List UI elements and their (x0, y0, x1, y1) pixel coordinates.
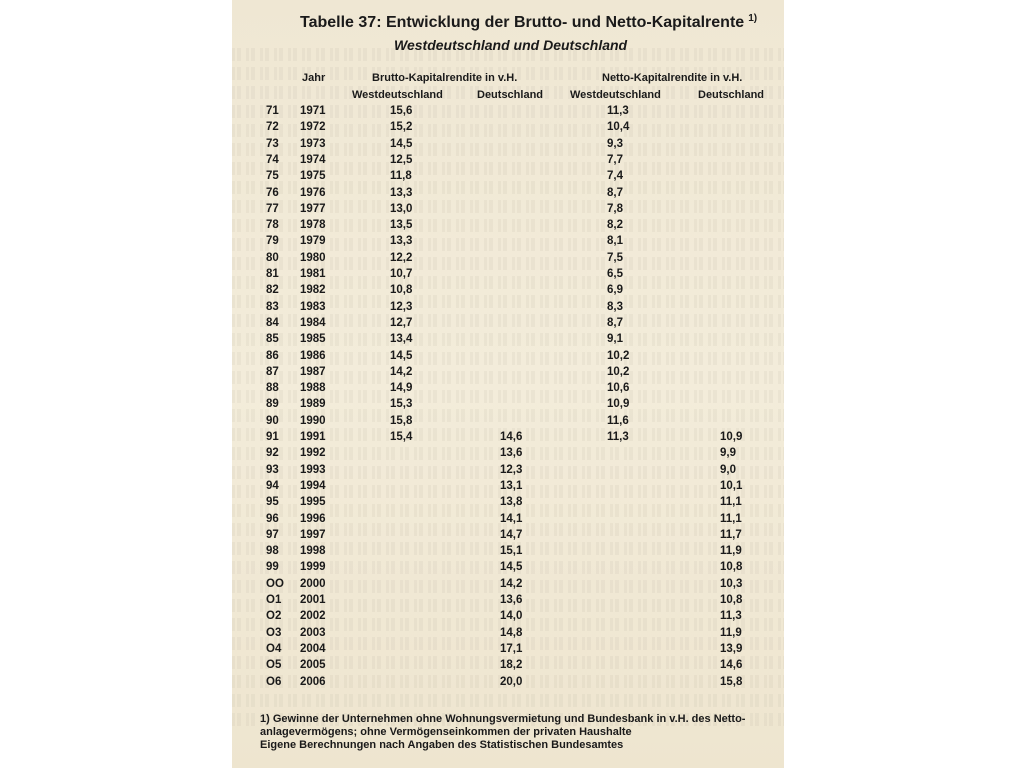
row-year: 1987 (300, 365, 326, 378)
table-row (232, 152, 784, 168)
brutto-west-value: 12,5 (390, 153, 413, 166)
brutto-de-value: 12,3 (500, 463, 523, 476)
row-index: 83 (266, 300, 279, 313)
brutto-west-value: 10,7 (390, 268, 413, 280)
brutto-west-value: 13,3 (390, 235, 413, 248)
netto-west-value: 10,6 (607, 382, 630, 395)
netto-de-value: 11,9 (720, 626, 742, 639)
netto-west-value: 6,9 (607, 284, 623, 297)
brutto-de-value: 14,6 (500, 431, 523, 443)
table-row (232, 201, 784, 217)
table-row (232, 559, 784, 575)
table-row (232, 364, 784, 380)
row-index: O5 (266, 659, 282, 672)
row-index: 90 (266, 414, 279, 427)
row-year: 1974 (300, 153, 326, 166)
row-index: 96 (266, 512, 279, 525)
row-year: 2004 (300, 642, 326, 655)
brutto-west-value: 15,3 (390, 398, 413, 411)
netto-de-value: 10,9 (720, 431, 743, 443)
header-netto-west: Westdeutschland (570, 89, 661, 101)
netto-de-value: 11,3 (720, 610, 742, 623)
table-row (232, 674, 784, 690)
row-year: 1983 (300, 300, 326, 313)
brutto-west-value: 15,4 (390, 431, 413, 443)
row-index: 73 (266, 137, 279, 150)
row-year: 1999 (300, 561, 326, 574)
row-index: 76 (266, 186, 279, 199)
brutto-west-value: 15,8 (390, 414, 413, 427)
row-index: 85 (266, 333, 279, 346)
table-row (232, 527, 784, 543)
netto-west-value: 8,7 (607, 316, 623, 329)
row-year: 1972 (300, 121, 326, 134)
netto-west-value: 11,6 (607, 414, 629, 427)
row-year: 1981 (300, 268, 326, 280)
brutto-west-value: 10,8 (390, 284, 413, 297)
footnote-line: 1) Gewinne der Unternehmen ohne Wohnungsvermietung und Bundesbank in v.H. des Netto- (260, 713, 746, 725)
table-subtitle: Westdeutschland und Deutschland (394, 37, 628, 53)
table-title-text: Tabelle 37: Entwicklung der Brutto- und Netto-Kapitalrente (300, 14, 745, 31)
netto-west-value: 11,3 (607, 105, 629, 117)
brutto-de-value: 14,8 (500, 626, 523, 639)
row-index: 78 (266, 219, 279, 232)
row-year: 2001 (300, 594, 326, 606)
brutto-west-value: 14,9 (390, 382, 413, 395)
netto-de-value: 10,8 (720, 594, 743, 606)
netto-de-value: 13,9 (720, 642, 743, 655)
netto-west-value: 10,9 (607, 398, 630, 411)
row-index: 80 (266, 251, 279, 264)
row-year: 1982 (300, 284, 326, 297)
table-row (232, 462, 784, 478)
brutto-de-value: 17,1 (500, 642, 523, 655)
row-index: 79 (266, 235, 279, 248)
row-index: 91 (266, 431, 279, 443)
row-year: 1996 (300, 512, 326, 525)
table-row (232, 168, 784, 184)
table-row (232, 608, 784, 624)
netto-de-value: 11,7 (720, 528, 742, 541)
row-index: 93 (266, 463, 279, 476)
row-year: 1976 (300, 186, 326, 199)
header-jahr: Jahr (302, 72, 326, 84)
table-row (232, 217, 784, 233)
brutto-west-value: 13,3 (390, 186, 413, 199)
row-index: 77 (266, 202, 279, 215)
table-row (232, 266, 784, 282)
table-row (232, 625, 784, 641)
netto-de-value: 11,1 (720, 496, 742, 509)
table-row (232, 592, 784, 608)
row-year: 2000 (300, 577, 326, 590)
row-index: 84 (266, 316, 279, 329)
title-footnote-marker: 1) (748, 13, 758, 24)
table-row (232, 429, 784, 445)
table-row (232, 657, 784, 673)
row-year: 1985 (300, 333, 326, 346)
brutto-west-value: 14,5 (390, 137, 413, 150)
table-row (232, 380, 784, 396)
row-year: 1984 (300, 316, 326, 329)
netto-de-value: 10,3 (720, 577, 743, 590)
brutto-de-value: 13,8 (500, 496, 523, 509)
row-year: 1978 (300, 219, 326, 232)
brutto-de-value: 20,0 (500, 675, 523, 688)
row-year: 1991 (300, 431, 326, 443)
netto-de-value: 10,8 (720, 561, 743, 574)
netto-de-value: 9,9 (720, 447, 736, 460)
brutto-de-value: 14,7 (500, 528, 523, 541)
netto-west-value: 8,2 (607, 219, 623, 232)
row-index: O1 (266, 594, 282, 606)
row-index: 71 (266, 105, 279, 117)
row-year: 1988 (300, 382, 326, 395)
row-year: 1980 (300, 251, 326, 264)
table-row (232, 478, 784, 494)
brutto-west-value: 15,6 (390, 105, 413, 117)
row-year: 1994 (300, 479, 326, 492)
row-year: 2002 (300, 610, 326, 623)
row-year: 1979 (300, 235, 326, 248)
row-index: O3 (266, 626, 282, 639)
brutto-west-value: 12,3 (390, 300, 413, 313)
brutto-west-value: 14,2 (390, 365, 413, 378)
brutto-west-value: 15,2 (390, 121, 413, 134)
netto-west-value: 10,2 (607, 349, 630, 362)
row-year: 1993 (300, 463, 326, 476)
row-year: 2003 (300, 626, 326, 639)
netto-west-value: 10,4 (607, 121, 630, 134)
netto-west-value: 10,2 (607, 365, 630, 378)
netto-west-value: 8,7 (607, 186, 623, 199)
row-index: 99 (266, 561, 279, 574)
netto-west-value: 11,3 (607, 431, 629, 443)
row-index: 89 (266, 398, 279, 411)
table-row (232, 511, 784, 527)
netto-de-value: 10,1 (720, 479, 743, 492)
row-year: 1977 (300, 202, 326, 215)
table-row (232, 543, 784, 559)
netto-west-value: 9,1 (607, 333, 623, 346)
brutto-west-value: 12,7 (390, 316, 413, 329)
row-year: 1990 (300, 414, 326, 427)
netto-west-value: 7,7 (607, 153, 623, 166)
row-index: O6 (266, 675, 282, 688)
row-index: OO (266, 577, 284, 590)
row-year: 1973 (300, 137, 326, 150)
footnote-line: anlagevermögens; ohne Vermögenseinkommen der privaten Haushalte (260, 726, 632, 738)
table-row (232, 282, 784, 298)
row-year: 2006 (300, 675, 326, 688)
table-row (232, 445, 784, 461)
table-row (232, 119, 784, 135)
netto-west-value: 6,5 (607, 268, 623, 280)
header-brutto: Brutto-Kapitalrendite in v.H. (372, 72, 518, 84)
table-row (232, 413, 784, 429)
row-index: 72 (266, 121, 279, 134)
netto-west-value: 7,4 (607, 170, 623, 183)
row-year: 1975 (300, 170, 326, 183)
netto-west-value: 7,8 (607, 202, 623, 215)
netto-de-value: 9,0 (720, 463, 736, 476)
table-row (232, 348, 784, 364)
brutto-de-value: 14,5 (500, 561, 523, 574)
table-row (232, 396, 784, 412)
table-row (232, 103, 784, 119)
row-year: 1986 (300, 349, 326, 362)
netto-west-value: 7,5 (607, 251, 623, 264)
footnote (260, 713, 780, 752)
row-index: 82 (266, 284, 279, 297)
brutto-de-value: 15,1 (500, 545, 523, 558)
netto-west-value: 9,3 (607, 137, 623, 150)
row-index: 97 (266, 528, 279, 541)
netto-west-value: 8,3 (607, 300, 623, 313)
table-row (232, 315, 784, 331)
header-netto-de: Deutschland (698, 89, 765, 101)
row-index: 81 (266, 268, 279, 280)
brutto-de-value: 13,1 (500, 479, 523, 492)
brutto-de-value: 14,2 (500, 577, 523, 590)
brutto-de-value: 18,2 (500, 659, 523, 672)
row-index: 75 (266, 170, 279, 183)
table-row (232, 331, 784, 347)
bleed-through-line (232, 694, 784, 707)
brutto-de-value: 14,1 (500, 512, 523, 525)
brutto-west-value: 13,4 (390, 333, 413, 346)
brutto-de-value: 13,6 (500, 594, 523, 606)
row-year: 1989 (300, 398, 326, 411)
row-year: 1971 (300, 105, 326, 117)
header-brutto-de: Deutschland (477, 89, 544, 101)
row-index: 88 (266, 382, 279, 395)
footnote-line: Eigene Berechnungen nach Angaben des Statistischen Bundesamtes (260, 739, 624, 751)
table-row (232, 299, 784, 315)
scanned-page (232, 0, 784, 768)
row-year: 1998 (300, 545, 326, 558)
row-year: 1995 (300, 496, 326, 509)
row-year: 1992 (300, 447, 326, 460)
row-index: O2 (266, 610, 282, 623)
table-row (232, 185, 784, 201)
brutto-west-value: 13,0 (390, 202, 413, 215)
brutto-de-value: 13,6 (500, 447, 523, 460)
header-brutto-west: Westdeutschland (352, 89, 443, 101)
row-year: 1997 (300, 528, 326, 541)
table-row (232, 576, 784, 592)
table-row (232, 136, 784, 152)
row-index: 86 (266, 349, 279, 362)
netto-de-value: 14,6 (720, 659, 743, 672)
brutto-de-value: 14,0 (500, 610, 523, 623)
table-row (232, 233, 784, 249)
table-row (232, 494, 784, 510)
table-title (300, 13, 780, 32)
row-index: O4 (266, 642, 282, 655)
row-year: 2005 (300, 659, 326, 672)
row-index: 98 (266, 545, 279, 558)
row-index: 87 (266, 365, 279, 378)
table-row (232, 641, 784, 657)
header-netto: Netto-Kapitalrendite in v.H. (602, 72, 743, 84)
netto-de-value: 15,8 (720, 675, 743, 688)
netto-west-value: 8,1 (607, 235, 623, 248)
brutto-west-value: 14,5 (390, 349, 413, 362)
brutto-west-value: 13,5 (390, 219, 413, 232)
brutto-west-value: 12,2 (390, 251, 413, 264)
table-row (232, 250, 784, 266)
netto-de-value: 11,1 (720, 512, 742, 525)
row-index: 74 (266, 153, 279, 166)
row-index: 95 (266, 496, 279, 509)
row-index: 92 (266, 447, 279, 460)
netto-de-value: 11,9 (720, 545, 742, 558)
row-index: 94 (266, 479, 279, 492)
brutto-west-value: 11,8 (390, 170, 412, 183)
